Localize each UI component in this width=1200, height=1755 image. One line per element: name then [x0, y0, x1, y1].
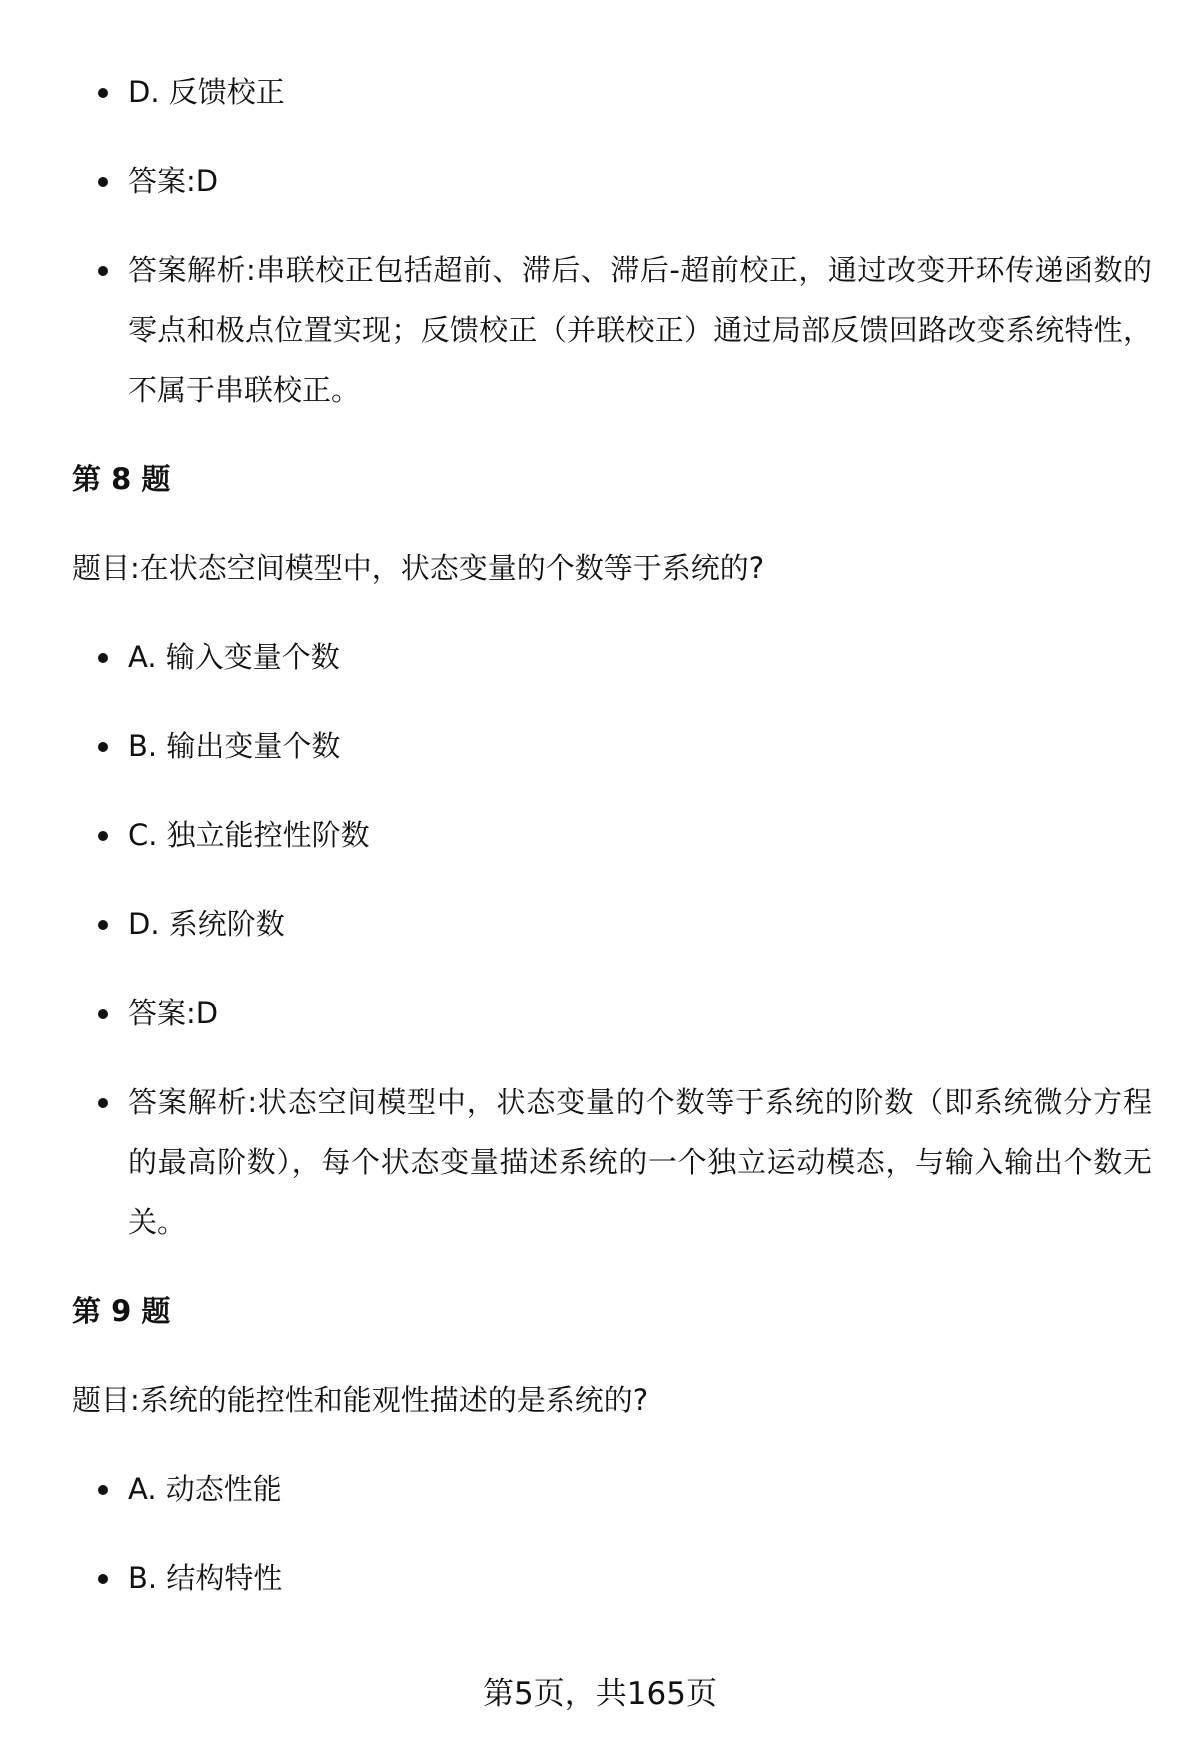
q8-option-b: B. 输出变量个数 [72, 716, 1152, 776]
q9-option-b: B. 结构特性 [72, 1548, 1152, 1608]
page-footer: 第5页，共165页 [483, 1676, 717, 1712]
q8-option-d: D. 系统阶数 [72, 894, 1152, 954]
q8-options-list [72, 627, 1152, 1252]
q9-stem: 题目:系统的能控性和能观性描述的是系统的? [72, 1383, 649, 1417]
q8-answer: 答案:D [72, 983, 1152, 1043]
q8-option-c: C. 独立能控性阶数 [72, 805, 1152, 865]
q9-options-list [72, 1459, 1152, 1608]
q8-option-a: A. 输入变量个数 [72, 627, 1152, 687]
page-content [72, 62, 1152, 1637]
q7-answer: 答案:D [72, 151, 1152, 211]
q8-analysis: 答案解析:状态空间模型中，状态变量的个数等于系统的阶数（即系统微分方程的最高阶数），每个状态变量描述系统的一个独立运动模态，与输入输出个数无关。 [72, 1072, 1152, 1252]
q9-heading: 第 9 题 [72, 1294, 171, 1328]
q9-option-a: A. 动态性能 [72, 1459, 1152, 1519]
q7-option-d: D. 反馈校正 [72, 62, 1152, 122]
q7-analysis: 答案解析:串联校正包括超前、滞后、滞后-超前校正，通过改变开环传递函数的零点和极点位置实现；反馈校正（并联校正）通过局部反馈回路改变系统特性，不属于串联校正。 [72, 240, 1152, 420]
q8-heading: 第 8 题 [72, 462, 171, 496]
q8-stem: 题目:在状态空间模型中，状态变量的个数等于系统的? [72, 551, 765, 585]
q7-tail-list [72, 62, 1152, 420]
